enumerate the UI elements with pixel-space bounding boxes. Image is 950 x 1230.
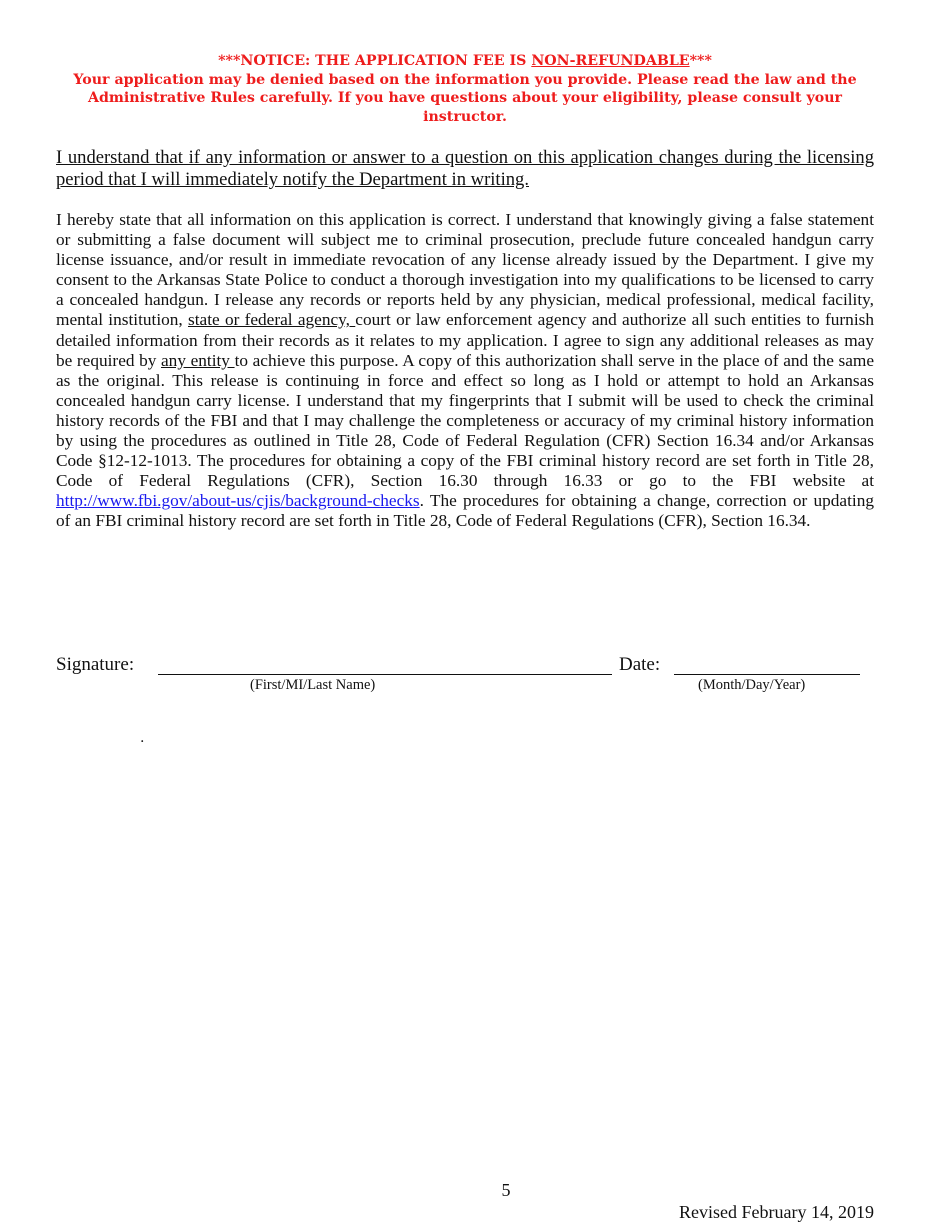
statement-part-4: . The procedures for obtaining a change, correction or updating of an FBI criminal history record are set forth in Title 28, Code of Federal Regulations (CFR), Section 16.34. [56,491,874,531]
notice-heading [56,52,874,71]
state-federal-agency-text: state or federal agency, [188,310,356,330]
page-number: 5 [501,1180,511,1200]
fbi-background-checks-link[interactable]: http://www.fbi.gov/about-us/cjis/background-checks [56,491,420,511]
signature-label: Signature: [56,654,135,675]
statement-part-2: court or law enforcement agency and authorize all such entities to furnish detailed information from their records as it relates to my application. I agree to sign any additional releases as may be required by [56,310,874,370]
notice-body: Your application may be denied based on the information you provide. Please read the law and the Administrative Rules carefully. If you have questions about your eligibility, please consult your instructor. [73,71,857,125]
stray-period: . [140,730,145,746]
fee-notice [56,52,874,126]
signature-caption: (First/MI/Last Name) [250,677,376,693]
date-line[interactable] [674,674,860,675]
notice-heading-suffix: *** [689,53,712,69]
notice-heading-prefix: ***NOTICE: THE APPLICATION FEE IS [218,53,532,69]
notify-department-statement: I understand that if any information or answer to a question on this application changes during the licensing period that I will immediately notify the Department in writing. [56,147,874,190]
revised-date: Revised February 14, 2019 [679,1202,874,1222]
signature-line[interactable] [158,674,612,675]
any-entity-text: any entity [161,350,235,370]
statement-part-1: I hereby state that all information on this application is correct. I understand that knowingly giving a false statement or submitting a false document will subject me to criminal prosecution, preclude future concealed handgun carry license issuance, and/or result in immediate revocation of any license already issued by the Department. I give my consent to the Arkansas State Police to conduct a thorough investigation into my qualifications to be licensed to carry a concealed handgun. I release any records or reports held by any physician, medical professional, medical facility, mental institution, [56,210,874,330]
statement-part-3: to achieve this purpose. A copy of this authorization shall serve in the place of and the same as the original. This release is continuing in force and effect so long as I hold or attempt to hold an Arkansas concealed handgun carry license. I understand that my fingerprints that I submit will be used to check the criminal history records of the FBI and that I may challenge the completeness or accuracy of my criminal history information by using the procedures as outlined in Title 28, Code of Federal Regulation (CFR) Section 16.34 and/or Arkansas Code §12-12-1013. The procedures for obtaining a copy of the FBI criminal history record are set forth in Title 28, Code of Federal Regulations (CFR), Section 16.30 through 16.33 or go to the FBI website at [56,350,874,491]
date-caption: (Month/Day/Year) [698,677,806,693]
non-refundable-text: NON-REFUNDABLE [531,53,690,69]
date-label: Date: [619,654,661,675]
release-statement [56,210,874,532]
